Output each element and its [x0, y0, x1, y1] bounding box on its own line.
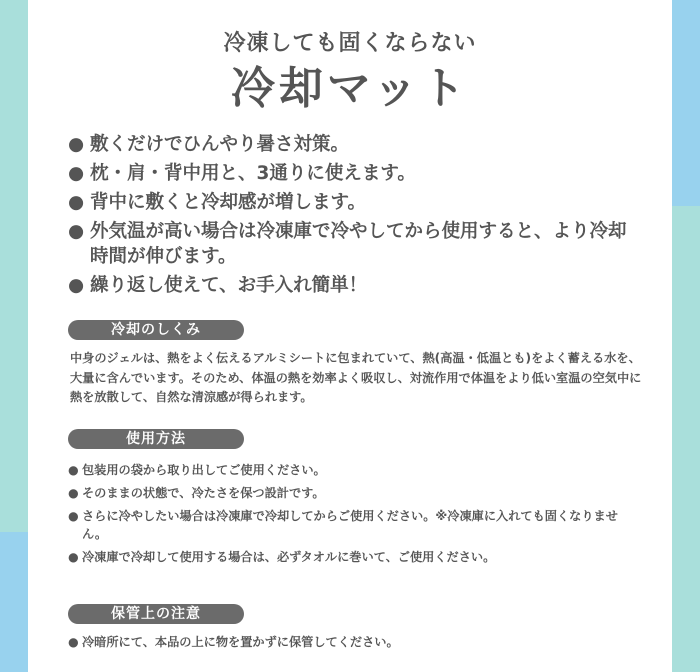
left-border-decoration — [0, 0, 28, 672]
bullet-icon: ● — [68, 509, 79, 523]
product-subtitle: 冷凍しても固くならない — [223, 31, 477, 56]
bullet-icon: ● — [68, 275, 85, 296]
bullet-icon: ● — [68, 163, 85, 184]
storage-list — [68, 633, 642, 656]
bullet-icon: ● — [68, 221, 85, 242]
right-border-blue-strip — [672, 0, 700, 206]
mechanism-heading: 冷却のしくみ — [68, 320, 244, 340]
usage-heading: 使用方法 — [68, 429, 244, 449]
product-title: 冷却マット — [230, 63, 470, 114]
usage-item: ● さらに冷やしたい場合は冷凍庫で冷却してからご使用ください。※冷凍庫に入れても固くなりません。 — [68, 509, 618, 541]
right-border-decoration — [672, 0, 700, 672]
usage-list — [68, 461, 642, 571]
storage-item: ● 冷暗所にて、本品の上に物を置かずに保管してください。 — [68, 635, 399, 649]
bullet-icon: ● — [68, 192, 85, 213]
bullet-icon: ● — [68, 635, 79, 649]
feature-list — [68, 132, 642, 302]
bullet-icon: ● — [68, 486, 79, 500]
mechanism-description: 中身のジェルは、熱をよく伝えるアルミシートに包まれていて、熱(高温・低温とも)をよく蓄える水を、大量に含んでいます。そのため、体温の熱を効率よく吸収し、対流作用で体温をより低い室温の空気中に熱を放散して、自然な清涼感が得られます。 — [70, 351, 642, 404]
bullet-icon: ● — [68, 550, 79, 564]
bullet-icon: ● — [68, 134, 85, 155]
left-border-blue-strip — [0, 532, 28, 672]
feature-item: ● 敷くだけでひんやり暑さ対策。 — [68, 134, 350, 155]
storage-heading: 保管上の注意 — [68, 604, 244, 624]
feature-item: ● 繰り返し使えて、お手入れ簡単！ — [68, 275, 368, 296]
product-info-panel — [28, 0, 672, 672]
feature-item: ● 枕・肩・背中用と、3通りに使えます。 — [68, 163, 416, 184]
feature-item: ● 背中に敷くと冷却感が増します。 — [68, 192, 367, 213]
usage-item: ● 包装用の袋から取り出してご使用ください。 — [68, 463, 326, 477]
bullet-icon: ● — [68, 463, 79, 477]
usage-item: ● そのままの状態で、冷たさを保つ設計です。 — [68, 486, 325, 500]
feature-item: ● 外気温が高い場合は冷凍庫で冷やしてから使用すると、より冷却時間が伸びます。 — [68, 221, 627, 267]
usage-item: ● 冷凍庫で冷却して使用する場合は、必ずタオルに巻いて、ご使用ください。 — [68, 550, 496, 564]
